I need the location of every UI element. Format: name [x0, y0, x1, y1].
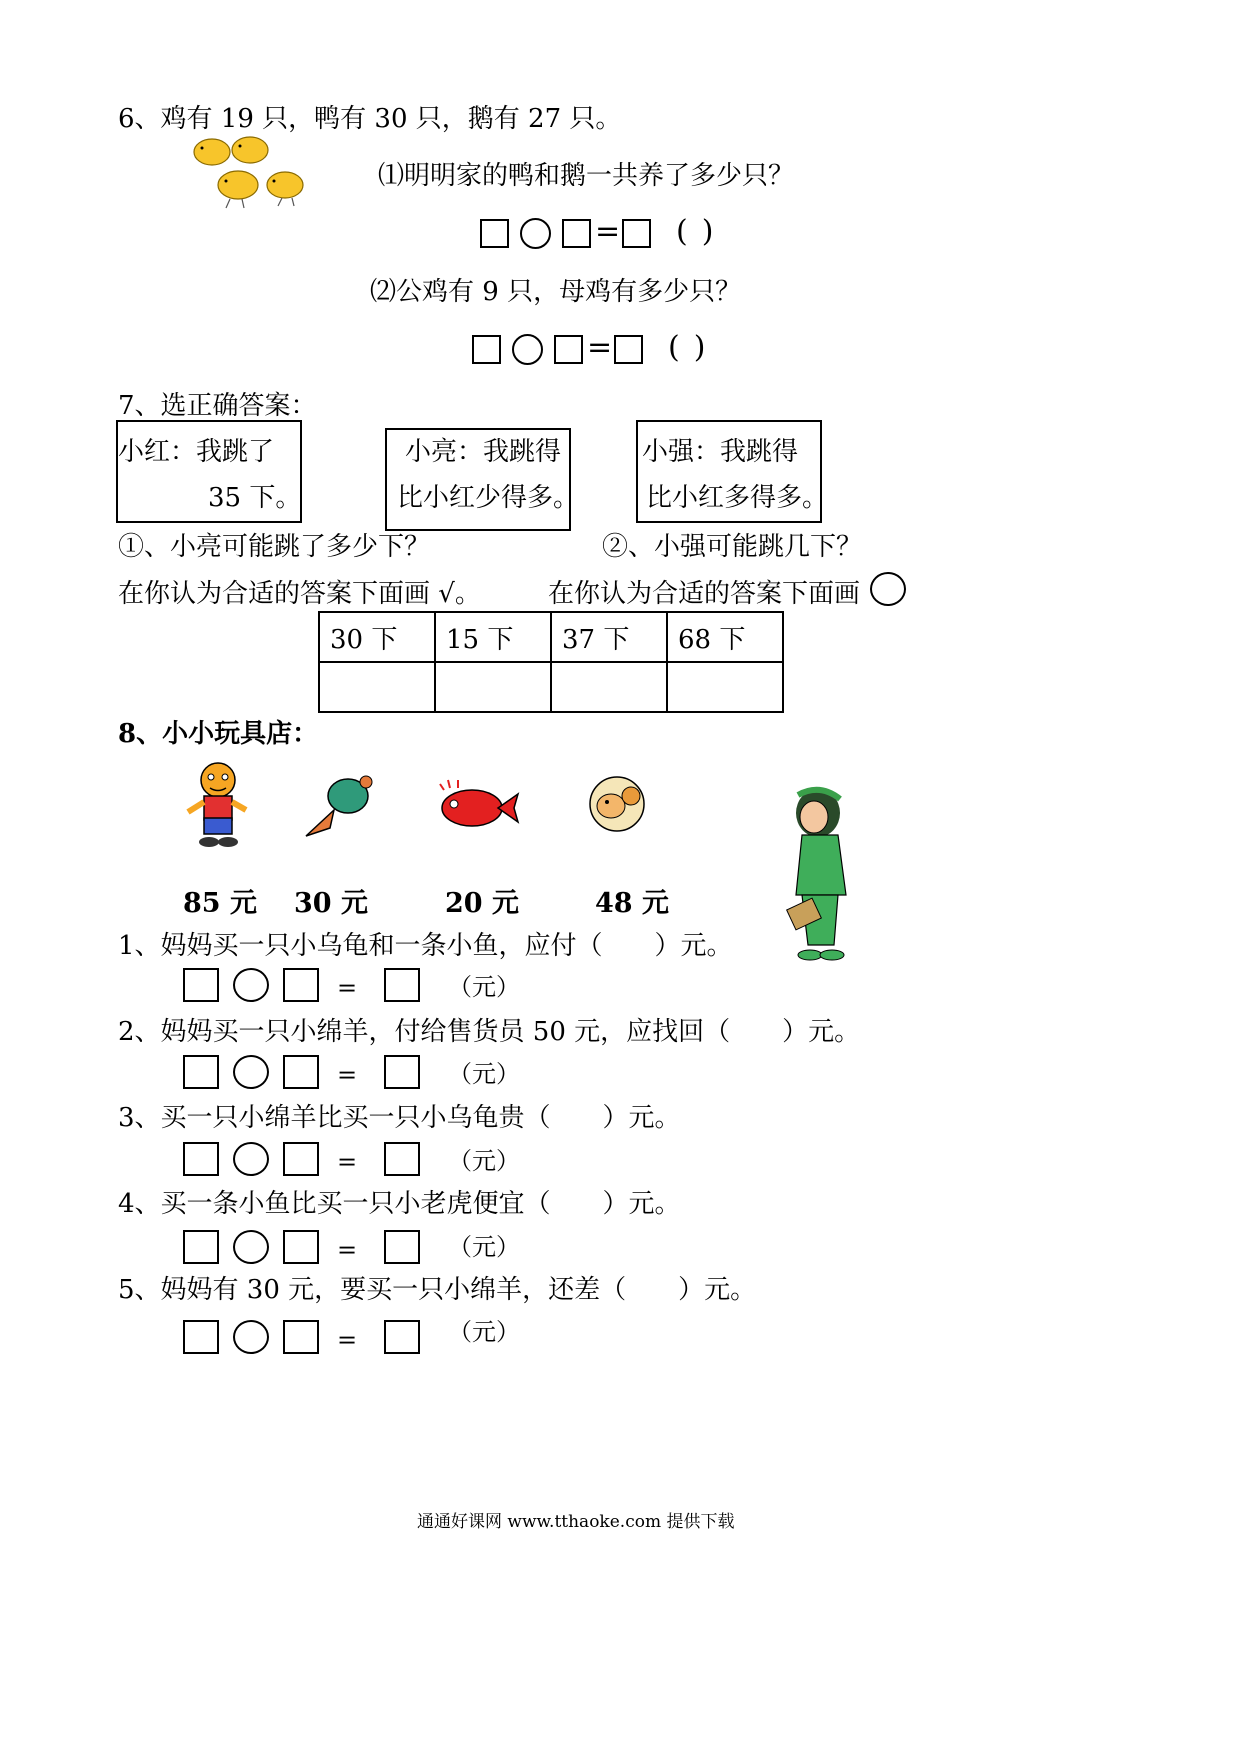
- answer-paren[interactable]: (): [668, 330, 720, 365]
- answer-box[interactable]: [183, 1142, 219, 1176]
- q8-item: 4、买一条小鱼比买一只小老虎便宜（ ）元。: [118, 1189, 681, 1219]
- equals-sign: =: [337, 1236, 358, 1264]
- woman-shopkeeper-icon: [780, 785, 870, 965]
- options-answer-row: [319, 662, 783, 712]
- answer-cell[interactable]: [551, 662, 667, 712]
- equals-sign: =: [337, 974, 358, 1002]
- operator-circle[interactable]: [233, 1320, 269, 1354]
- sheep-toy-icon: [585, 770, 650, 835]
- unit-label: （元）: [448, 1060, 520, 1088]
- unit-label: （元）: [448, 1318, 520, 1346]
- q6-sub2: ⑵公鸡有 9 只，母鸡有多少只？: [370, 277, 742, 307]
- equals-sign: =: [337, 1326, 358, 1354]
- speech-line: 小红：我跳了: [118, 437, 275, 467]
- answer-box[interactable]: [183, 968, 219, 1002]
- unit-label: （元）: [448, 1147, 520, 1175]
- q7-sub1: ①、小亮可能跳了多少下？: [118, 532, 431, 562]
- q8-item: 2、妈妈买一只小绵羊，付给售货员 50 元，应找回（ ）元。: [118, 1017, 861, 1047]
- operator-circle[interactable]: [233, 1055, 269, 1089]
- equals-sign: =: [595, 214, 621, 249]
- q7-instr1: 在你认为合适的答案下面画 √。: [118, 579, 481, 609]
- speech-line: 小强：我跳得: [642, 437, 799, 467]
- answer-box[interactable]: [562, 219, 591, 248]
- equals-sign: =: [337, 1061, 358, 1089]
- answer-box[interactable]: [622, 219, 651, 248]
- equals-sign: =: [337, 1148, 358, 1176]
- speech-line: 35 下。: [208, 483, 302, 513]
- q7-sub2: ②、小强可能跳几下？: [602, 532, 863, 562]
- answer-box[interactable]: [183, 1320, 219, 1354]
- answer-box[interactable]: [384, 1055, 420, 1089]
- q8-item: 1、妈妈买一只小乌龟和一条小鱼，应付（ ）元。: [118, 931, 733, 961]
- footer-source: 通通好课网 www.tthaoke.com 提供下载: [417, 1512, 735, 1532]
- operator-circle[interactable]: [233, 1142, 269, 1176]
- option-cell: 15 下: [435, 612, 551, 662]
- answer-box[interactable]: [183, 1230, 219, 1264]
- answer-box[interactable]: [614, 335, 643, 364]
- answer-box[interactable]: [472, 335, 501, 364]
- fish-toy-icon: [432, 776, 522, 836]
- circle-symbol-icon: [870, 572, 906, 606]
- answer-cell[interactable]: [667, 662, 783, 712]
- equals-sign: =: [587, 330, 613, 365]
- answer-cell[interactable]: [319, 662, 435, 712]
- answer-box[interactable]: [384, 1320, 420, 1354]
- operator-circle[interactable]: [512, 334, 543, 365]
- answer-box[interactable]: [283, 968, 319, 1002]
- answer-box[interactable]: [554, 335, 583, 364]
- option-cell: 30 下: [319, 612, 435, 662]
- q6-sub1: ⑴明明家的鸭和鹅一共养了多少只？: [378, 161, 795, 191]
- unit-label: （元）: [448, 973, 520, 1001]
- speech-line: 比小红少得多。: [397, 483, 580, 513]
- operator-circle[interactable]: [520, 218, 551, 249]
- options-table: [318, 611, 784, 713]
- unit-label: （元）: [448, 1233, 520, 1261]
- answer-box[interactable]: [283, 1055, 319, 1089]
- option-cell: 37 下: [551, 612, 667, 662]
- q7-header: 7、选正确答案：: [118, 391, 317, 421]
- price-label: 85 元: [183, 888, 257, 919]
- price-label: 30 元: [294, 888, 368, 919]
- turtle-toy-icon: [300, 770, 375, 842]
- chick-icon: [194, 137, 303, 199]
- answer-box[interactable]: [384, 1230, 420, 1264]
- operator-circle[interactable]: [233, 968, 269, 1002]
- price-label: 48 元: [595, 888, 669, 919]
- answer-box[interactable]: [283, 1320, 319, 1354]
- answer-paren[interactable]: (): [676, 214, 728, 249]
- speech-line: 小亮：我跳得: [405, 437, 562, 467]
- options-header-row: [319, 612, 783, 662]
- answer-box[interactable]: [384, 968, 420, 1002]
- q8-header: 8、小小玩具店：: [118, 719, 319, 749]
- answer-box[interactable]: [384, 1142, 420, 1176]
- q8-item: 5、妈妈有 30 元，要买一只小绵羊，还差（ ）元。: [118, 1275, 757, 1305]
- answer-box[interactable]: [183, 1055, 219, 1089]
- speech-box-xiaoliang: [385, 428, 580, 531]
- q8-item: 3、买一只小绵羊比买一只小乌龟贵（ ）元。: [118, 1103, 681, 1133]
- answer-box[interactable]: [480, 219, 509, 248]
- answer-cell[interactable]: [435, 662, 551, 712]
- speech-box-xiaohong: [116, 420, 302, 523]
- q6-header: 6、鸡有 19 只，鸭有 30 只，鹅有 27 只。: [118, 104, 622, 134]
- q7-instr2: 在你认为合适的答案下面画: [548, 579, 861, 609]
- speech-box-xiaoqiang: [636, 420, 829, 523]
- speech-line: 比小红多得多。: [646, 483, 829, 513]
- answer-box[interactable]: [283, 1230, 319, 1264]
- chicks-illustration: [190, 130, 315, 215]
- operator-circle[interactable]: [233, 1230, 269, 1264]
- option-cell: 68 下: [667, 612, 783, 662]
- price-label: 20 元: [445, 888, 519, 919]
- answer-box[interactable]: [283, 1142, 319, 1176]
- tiger-toy-icon: [180, 760, 255, 850]
